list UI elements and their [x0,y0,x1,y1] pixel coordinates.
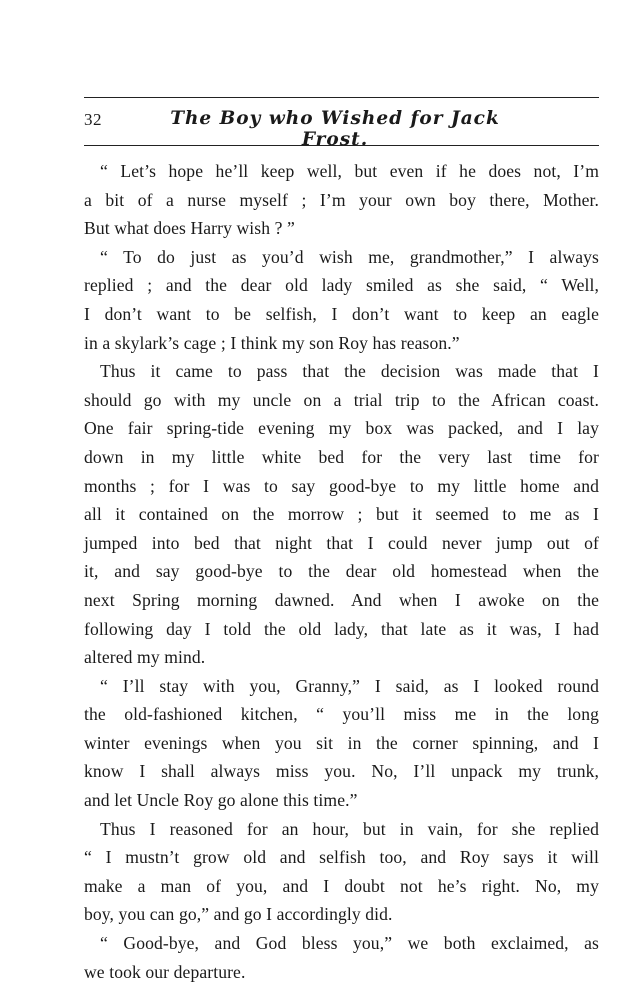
text-line: following day I told the old lady, that late as it was, I had [84,618,599,639]
text-line: should go with my uncle on a trial trip to the African coast. [84,389,599,410]
text-line: know I shall always miss you. No, I’ll unpack my trunk, [84,761,599,782]
text-line: winter evenings when you sit in the corner spinning, and I [84,732,599,753]
header-rule-top [84,97,599,98]
header-rule-bottom [84,145,599,146]
text-line: replied ; and the dear old lady smiled as she said, “ Well, [84,275,599,296]
text-line: and let Uncle Roy go alone this time.” [84,790,358,811]
text-line: “ I mustn’t grow old and selfish too, and Roy says it will [84,847,599,868]
text-line: I don’t want to be selfish, I don’t want to keep an eagle [84,303,599,324]
text-line: altered my mind. [84,647,206,668]
text-line: “ Let’s hope he’ll keep well, but even if he does not, I’m [100,161,599,181]
text-line: boy, you can go,” and go I accordingly did. [84,904,393,925]
text-line: next Spring morning dawned. And when I awoke on the [84,589,599,610]
text-line: a bit of a nurse myself ; I’m your own boy there, Mother. [84,189,599,210]
page-number: 32 [84,110,102,129]
text-line: “ Good-bye, and God bless you,” we both exclaimed, as [100,933,599,954]
text-line: down in my little white bed for the very last time for [84,446,599,467]
body-text [84,157,599,986]
text-line: in a skylark’s cage ; I think my son Roy has reason.” [84,332,460,353]
text-line: “ To do just as you’d wish me, grandmother,” I always [100,246,599,267]
text-line: “ I’ll stay with you, Granny,” I said, as I looked round [100,675,599,696]
text-line: months ; for I was to say good-bye to my little home and [84,475,599,496]
text-line: Thus I reasoned for an hour, but in vain, for she replied [100,818,599,839]
running-head-title: The Boy who Wished for Jack Frost. [170,108,500,150]
text-line: make a man of you, and I doubt not he’s right. No, my [84,875,599,896]
text-line: Thus it came to pass that the decision was made that I [100,361,599,382]
text-line: all it contained on the morrow ; but it seemed to me as I [84,504,599,525]
text-line: it, and say good-bye to the dear old homestead when the [84,561,599,582]
text-line: One fair spring-tide evening my box was packed, and I lay [84,418,599,439]
text-line: the old-fashioned kitchen, “ you’ll miss me in the long [84,704,599,725]
text-line: we took our departure. [84,961,246,982]
text-line: But what does Harry wish ? ” [84,218,295,239]
text-line: jumped into bed that night that I could never jump out of [84,532,599,553]
